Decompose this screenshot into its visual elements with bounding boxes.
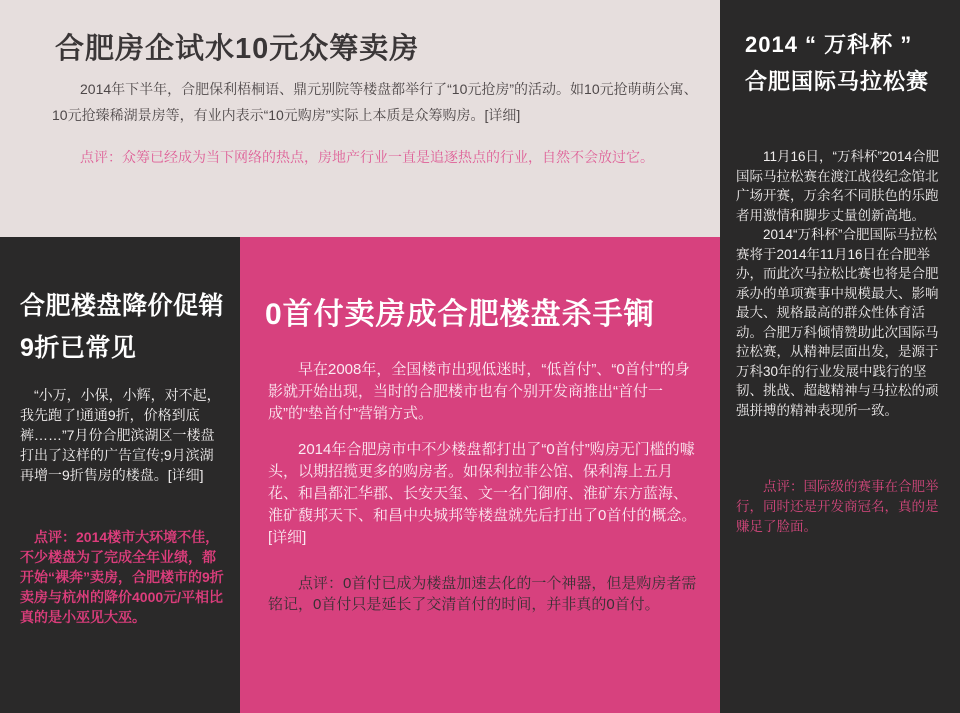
panel-discount-story <box>0 237 240 713</box>
discount-title-line2: 9折已常见 <box>20 334 137 362</box>
zero-downpayment-detail-link[interactable]: [详细] <box>268 529 307 546</box>
discount-comment: 点评：2014楼市大环境不佳，不少楼盘为了完成全年业绩，都开始“裸奔”卖房，合肥楼市的9折卖房与杭州的降价4000元/平相比真的是小巫见大巫。 <box>20 529 224 625</box>
marathon-para1: 11月16日，“万科杯”2014合肥国际马拉松赛在渡江战役纪念馆北广场开赛，万余名不同肤色的乐跑者用激情和脚步丈量创新高地。 <box>736 149 940 223</box>
marathon-title-line2: 合肥国际马拉松赛 <box>745 69 930 94</box>
marathon-title <box>745 26 929 100</box>
crowdfunding-comment: 点评：众筹已经成为当下网络的热点，房地产行业一直是追逐热点的行业，自然不会放过它。 <box>80 149 654 165</box>
crowdfunding-detail-link[interactable]: [详细] <box>484 107 521 123</box>
discount-title-line1: 合肥楼盘降价促销 <box>20 292 225 320</box>
panel-crowdfunding-story <box>0 0 720 237</box>
marathon-title-line1: 2014 “ 万科杯 ” <box>745 32 913 57</box>
crowdfunding-title: 合肥房企试水10元众筹卖房 <box>55 33 420 65</box>
crowdfunding-body <box>52 76 702 128</box>
zero-downpayment-para1: 早在2008年，全国楼市出现低迷时，“低首付”、“0首付”的身影就开始出现，当时的合肥楼市也有个别开发商推出“首付一成”的“垫首付”营销方式。 <box>268 361 690 422</box>
discount-body <box>20 385 224 485</box>
discount-detail-link[interactable]: [详细] <box>167 467 204 483</box>
zero-downpayment-title: 0首付卖房成合肥楼盘杀手锏 <box>265 298 655 331</box>
crowdfunding-body-text: 2014年下半年，合肥保利梧桐语、鼎元别院等楼盘都举行了“10元抢房”的活动。如10元抢萌萌公寓、10元抢臻稀湖景房等，有业内表示“10元购房”实际上本质是众筹购房。 <box>52 81 698 123</box>
panel-marathon-story <box>720 0 960 713</box>
panel-zero-downpayment-story <box>240 237 720 713</box>
zero-downpayment-para2-text: 2014年合肥房市中不少楼盘都打出了“0首付”购房无门槛的噱头，以期招揽更多的购房者。如保利拉菲公馆、保利海上五月花、和昌都汇华郡、长安天玺、文一名门御府、淮矿东方蓝海、淮矿馥邦天下、和昌中央城邦等楼盘就先后打出了0首付的概念。 <box>268 441 697 524</box>
marathon-body <box>736 147 950 420</box>
discount-title <box>20 285 224 369</box>
marathon-para2: 2014“万科杯”合肥国际马拉松赛将于2014年11月16日在合肥举办，而此次马拉松比赛也将是合肥承办的单项赛事中规模最大、影响最大、规格最高的群众性体育活动。合肥万科倾情赞助此次国际马拉松赛，从精神层面出发，是源于万科30年的行业发展中践行的坚韧、挑战、超越精神与马拉松的顽强拼搏的精神表现所一致。 <box>736 227 939 418</box>
zero-downpayment-para2 <box>268 439 700 549</box>
discount-body-text: “小万，小保，小辉，对不起，我先跑了!通通9折，价格到底裤……”7月份合肥滨湖区一楼盘打出了这样的广告宣传;9月滨湖再增一9折售房的楼盘。 <box>20 387 221 483</box>
zero-downpayment-comment: 点评：0首付已成为楼盘加速去化的一个神器，但是购房者需铭记，0首付只是延长了交清首付的时间，并非真的0首付。 <box>268 575 697 613</box>
marathon-comment: 点评：国际级的赛事在合肥举行，同时还是开发商冠名，真的是赚足了脸面。 <box>736 479 939 534</box>
